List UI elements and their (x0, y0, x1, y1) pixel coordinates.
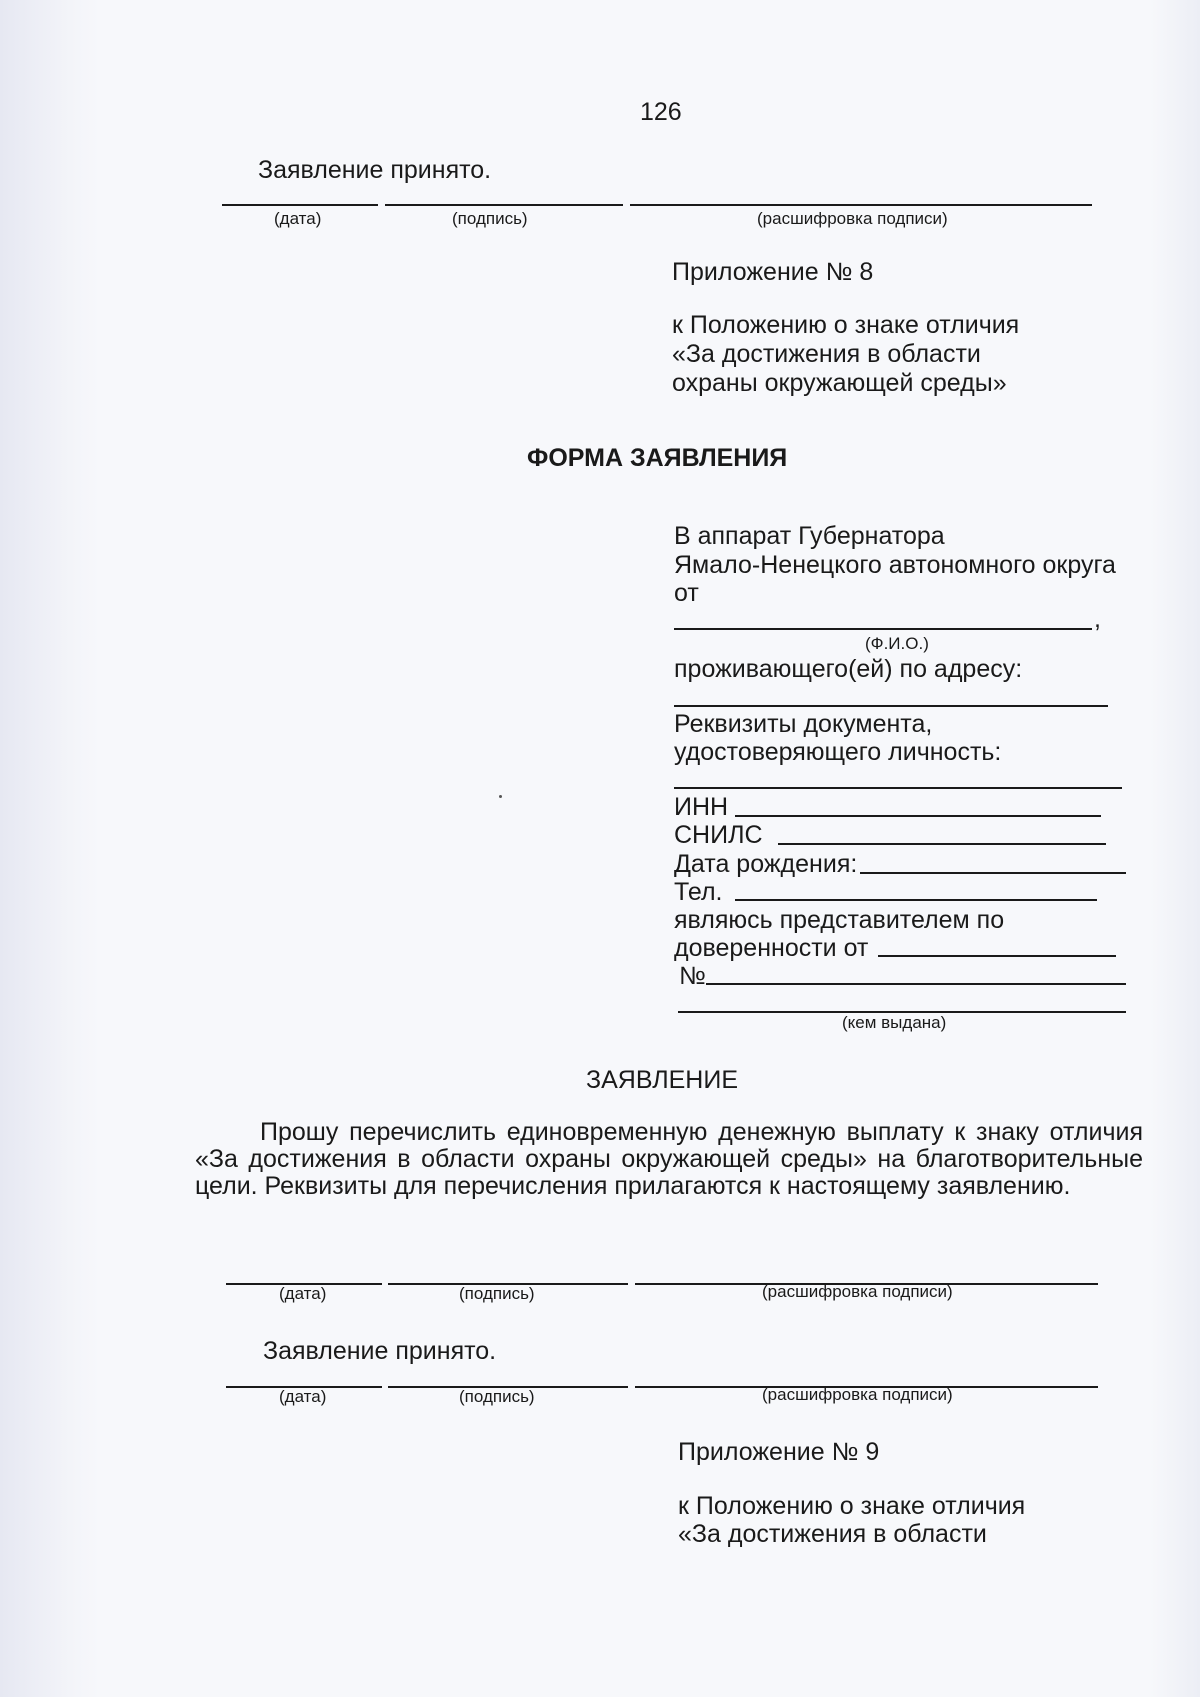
birth-label: Дата рождения: (674, 850, 858, 878)
representative-label-1: являюсь представителем по (674, 906, 1005, 934)
address-line (674, 705, 1108, 707)
addressee-line1: В аппарат Губернатора (674, 522, 945, 550)
decoding-caption: (расшифровка подписи) (762, 1282, 953, 1301)
page-number: 126 (640, 98, 682, 126)
number-label: № (679, 962, 706, 990)
appendix8-title: Приложение № 8 (672, 258, 874, 286)
date-caption: (дата) (279, 1387, 327, 1406)
phone-line (735, 899, 1097, 901)
power-of-attorney-date-line (878, 955, 1116, 957)
phone-label: Тел. (674, 878, 723, 906)
addressee-line2: Ямало-Ненецкого автономного округа (674, 551, 1116, 579)
birth-line (860, 872, 1126, 874)
statement-title: ЗАЯВЛЕНИЕ (586, 1066, 739, 1094)
accepted-label: Заявление принято. (258, 156, 492, 184)
appendix9-line1: к Положению о знаке отличия (678, 1492, 1026, 1520)
inn-line (735, 815, 1101, 817)
issued-by-caption: (кем выдана) (842, 1013, 947, 1032)
snils-label: СНИЛС (674, 821, 763, 849)
appendix8-line1: к Положению о знаке отличия (672, 311, 1020, 339)
document-line (674, 787, 1122, 789)
appendix9-line2: «За достижения в области (678, 1520, 987, 1548)
fio-comma: , (1094, 605, 1101, 633)
addressee-from: от (674, 579, 699, 607)
number-line (706, 983, 1126, 985)
decoding-line (630, 204, 1092, 206)
inn-label: ИНН (674, 793, 729, 821)
statement-text: Прошу перечислить единовременную денежную выплату к знаку отличия «За достижения в области охраны окружающей среды» на благотворительные цели. Реквизиты для перечисления прилагаются к настоящему заявлению. (195, 1118, 1143, 1200)
date-line (222, 204, 378, 206)
accepted-label: Заявление принято. (263, 1337, 497, 1365)
signature-caption: (подпись) (459, 1387, 535, 1406)
date-caption: (дата) (274, 209, 322, 228)
scan-speck (499, 795, 502, 798)
snils-line (778, 843, 1106, 845)
appendix8-line2: «За достижения в области (672, 340, 981, 368)
appendix9-title: Приложение № 9 (678, 1438, 880, 1466)
date-caption: (дата) (279, 1284, 327, 1303)
document-label-2: удостоверяющего личность: (674, 738, 1002, 766)
form-title: ФОРМА ЗАЯВЛЕНИЯ (527, 444, 788, 472)
document-label-1: Реквизиты документа, (674, 710, 933, 738)
signature-caption: (подпись) (452, 209, 528, 228)
signature-line (385, 204, 623, 206)
signature-caption: (подпись) (459, 1284, 535, 1303)
residing-label: проживающего(ей) по адресу: (674, 655, 1023, 683)
decoding-caption: (расшифровка подписи) (757, 209, 948, 228)
decoding-caption: (расшифровка подписи) (762, 1385, 953, 1404)
fio-caption: (Ф.И.О.) (865, 634, 929, 653)
representative-label-2: доверенности от (674, 934, 869, 962)
fio-line (674, 628, 1092, 630)
appendix8-line3: охраны окружающей среды» (672, 369, 1007, 397)
